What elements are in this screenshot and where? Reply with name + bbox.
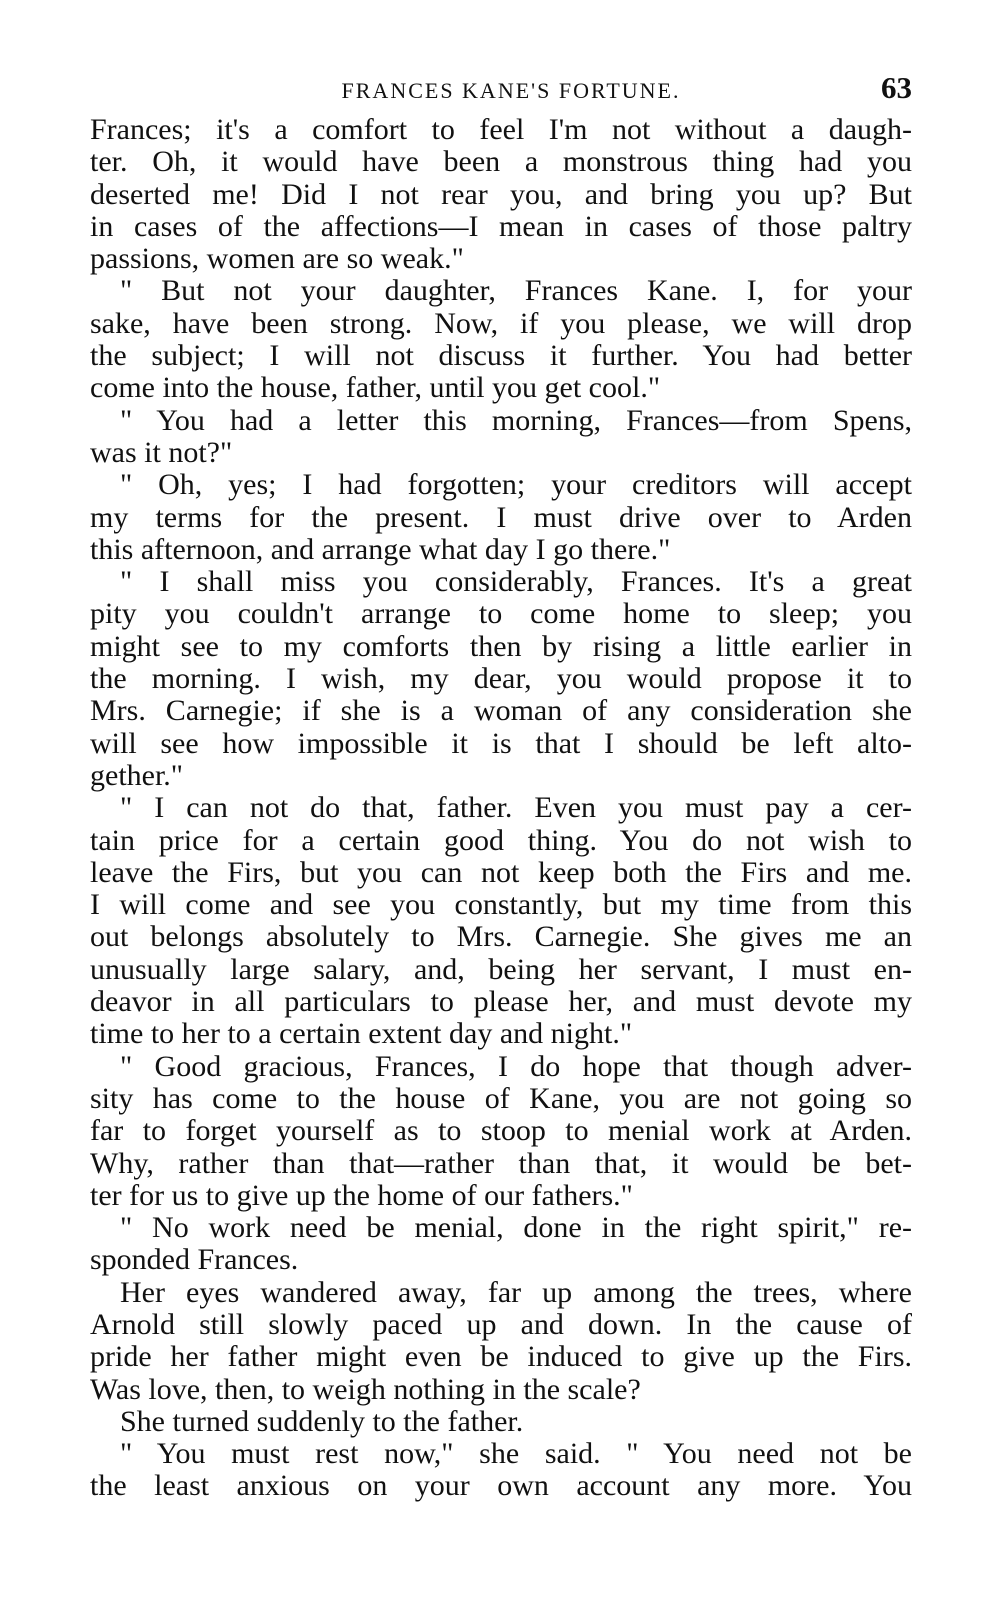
text-line: leave the Firs, but you can not keep both the Firs and me. (90, 856, 912, 889)
text-line: my terms for the present. I must drive over to Arden (90, 501, 912, 534)
text-line: tain price for a certain good thing. You do not wish to (90, 824, 912, 857)
text-line: far to forget yourself as to stoop to menial work at Arden. (90, 1115, 912, 1148)
text-line: Arnold still slowly paced up and down. In the cause of (90, 1308, 912, 1341)
text-line: out belongs absolutely to Mrs. Carnegie. She gives me an (90, 921, 912, 954)
text-line: " Good gracious, Frances, I do hope that though adver- (120, 1050, 912, 1083)
text-line: ter for us to give up the home of our fathers." (90, 1179, 633, 1212)
running-title: FRANCES KANE'S FORTUNE. (341, 78, 681, 103)
text-line: the least anxious on your own account any more. You (90, 1470, 912, 1503)
text-line: " I shall miss you considerably, Frances. It's a great (120, 566, 912, 599)
text-line: " Oh, yes; I had forgotten; your creditors will accept (120, 469, 912, 502)
text-line: Mrs. Carnegie; if she is a woman of any consideration she (90, 695, 912, 728)
text-line: sponded Frances. (90, 1244, 299, 1277)
text-line: She turned suddenly to the father. (120, 1405, 524, 1438)
text-line: might see to my comforts then by rising a little earlier in (90, 630, 912, 663)
text-line: " I can not do that, father. Even you must pay a cer- (120, 792, 912, 825)
text-line: in cases of the affections—I mean in cases of those paltry (90, 210, 912, 243)
text-line: Was love, then, to weigh nothing in the scale? (90, 1373, 641, 1406)
text-line: was it not?" (90, 436, 233, 469)
text-line: pity you couldn't arrange to come home to sleep; you (90, 598, 912, 631)
text-line: I will come and see you constantly, but my time from this (90, 889, 912, 922)
text-line: passions, women are so weak." (90, 243, 464, 276)
text-line: deserted me! Did I not rear you, and bring you up? But (90, 178, 912, 211)
text-line: Her eyes wandered away, far up among the trees, where (120, 1276, 912, 1309)
body-text (90, 114, 912, 1503)
book-page (90, 60, 912, 1503)
text-line: sity has come to the house of Kane, you are not going so (90, 1082, 912, 1115)
text-line: the morning. I wish, my dear, you would propose it to (90, 663, 912, 696)
text-line: deavor in all particulars to please her, and must devote my (90, 986, 912, 1019)
text-line: " But not your daughter, Frances Kane. I, for your (120, 275, 912, 308)
text-line: unusually large salary, and, being her servant, I must en- (90, 953, 912, 986)
text-line: time to her to a certain extent day and night." (90, 1018, 633, 1051)
text-line: this afternoon, and arrange what day I go there." (90, 533, 671, 566)
page-header (90, 60, 912, 114)
text-line: " You must rest now," she said. " You need not be (120, 1438, 912, 1471)
text-line: " You had a letter this morning, Frances—from Spens, (120, 404, 912, 437)
text-line: Why, rather than that—rather than that, it would be bet- (90, 1147, 912, 1180)
text-line: pride her father might even be induced to give up the Firs. (90, 1341, 912, 1374)
text-line: " No work need be menial, done in the right spirit," re- (120, 1212, 912, 1245)
text-line: will see how impossible it is that I should be left alto- (90, 727, 912, 760)
text-line: ter. Oh, it would have been a monstrous thing had you (90, 146, 912, 179)
text-line: come into the house, father, until you get cool." (90, 372, 661, 405)
text-line: sake, have been strong. Now, if you please, we will drop (90, 307, 912, 340)
text-line: gether." (90, 759, 184, 792)
text-line: the subject; I will not discuss it further. You had better (90, 340, 912, 373)
page-number: 63 (881, 70, 912, 105)
text-line: Frances; it's a comfort to feel I'm not without a daugh- (90, 114, 912, 146)
